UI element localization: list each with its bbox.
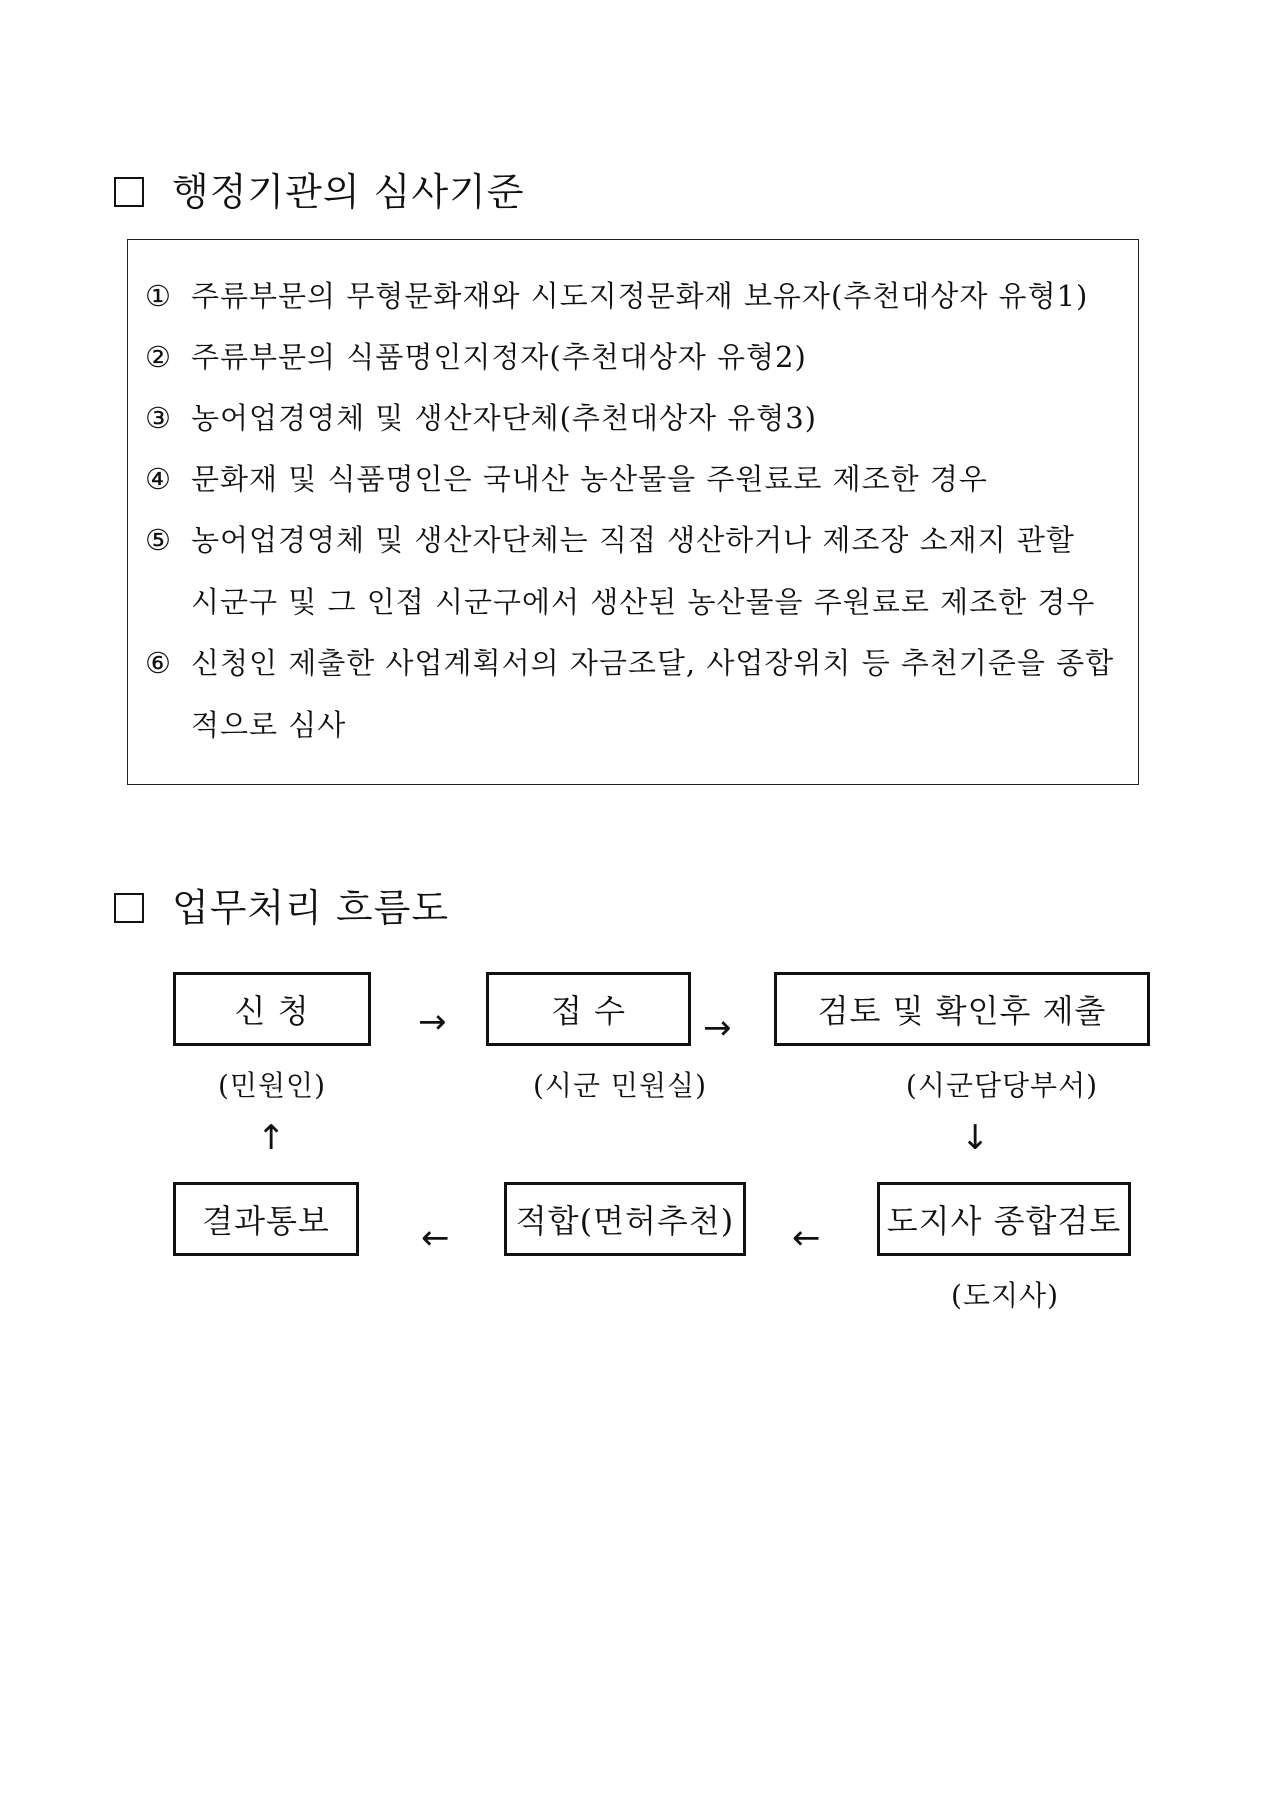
flow-step-approve: 적합(면허추천) (504, 1182, 746, 1256)
item-number: ⑤ (145, 523, 172, 557)
left-arrow-icon: ← (792, 1218, 821, 1258)
item-text: 문화재 및 식품명인은 국내산 농산물을 주원료로 제조한 경우 (191, 462, 988, 496)
criteria-item-4 (145, 459, 988, 499)
section-heading-review-criteria (114, 168, 524, 216)
criteria-item-2 (145, 337, 807, 377)
flow-step-notify: 결과통보 (173, 1182, 359, 1256)
actor-label-department: (시군담당부서) (905, 1069, 1099, 1102)
criteria-box (127, 239, 1139, 785)
item-number: ③ (145, 401, 172, 435)
item-text: 신청인 제출한 사업계획서의 자금조달, 사업장위치 등 추천기준을 종합 (191, 646, 1115, 680)
flow-step-review: 검토 및 확인후 제출 (774, 972, 1150, 1046)
actor-label-civil-office: (시군 민원실) (533, 1069, 707, 1102)
actor-label-governor: (도지사) (951, 1279, 1059, 1312)
criteria-item-5-continued: 시군구 및 그 인접 시군구에서 생산된 농산물을 주원료로 제조한 경우 (191, 585, 1096, 619)
item-text: 주류부문의 식품명인지정자(추천대상자 유형2) (191, 340, 807, 374)
item-number: ⑥ (145, 646, 172, 680)
section-title: 행정기관의 심사기준 (172, 170, 525, 214)
left-arrow-icon: ← (421, 1218, 450, 1258)
criteria-item-6-continued: 적으로 심사 (191, 708, 347, 742)
square-bullet-icon (114, 893, 144, 923)
right-arrow-icon: → (418, 1002, 447, 1042)
criteria-item-5 (145, 520, 1075, 560)
square-bullet-icon (114, 177, 144, 207)
criteria-item-1 (145, 276, 1088, 316)
up-arrow-icon: ↑ (257, 1118, 286, 1158)
down-arrow-icon: ↓ (961, 1118, 990, 1158)
criteria-item-6 (145, 643, 1114, 683)
item-number: ④ (145, 462, 172, 496)
section-title: 업무처리 흐름도 (172, 886, 450, 930)
item-number: ① (145, 279, 172, 313)
right-arrow-icon: → (703, 1008, 732, 1048)
flow-step-governor-review: 도지사 종합검토 (877, 1182, 1131, 1256)
flow-step-receive: 접 수 (486, 972, 691, 1046)
item-text: 농어업경영체 및 생산자단체는 직접 생산하거나 제조장 소재지 관할 (191, 523, 1075, 557)
flow-step-apply: 신 청 (173, 972, 371, 1046)
item-text: 주류부문의 무형문화재와 시도지정문화재 보유자(추천대상자 유형1) (191, 279, 1089, 313)
item-number: ② (145, 340, 172, 374)
criteria-item-3 (145, 398, 817, 438)
item-text: 농어업경영체 및 생산자단체(추천대상자 유형3) (191, 401, 818, 435)
actor-label-applicant: (민원인) (218, 1069, 326, 1102)
section-heading-workflow (114, 884, 449, 932)
